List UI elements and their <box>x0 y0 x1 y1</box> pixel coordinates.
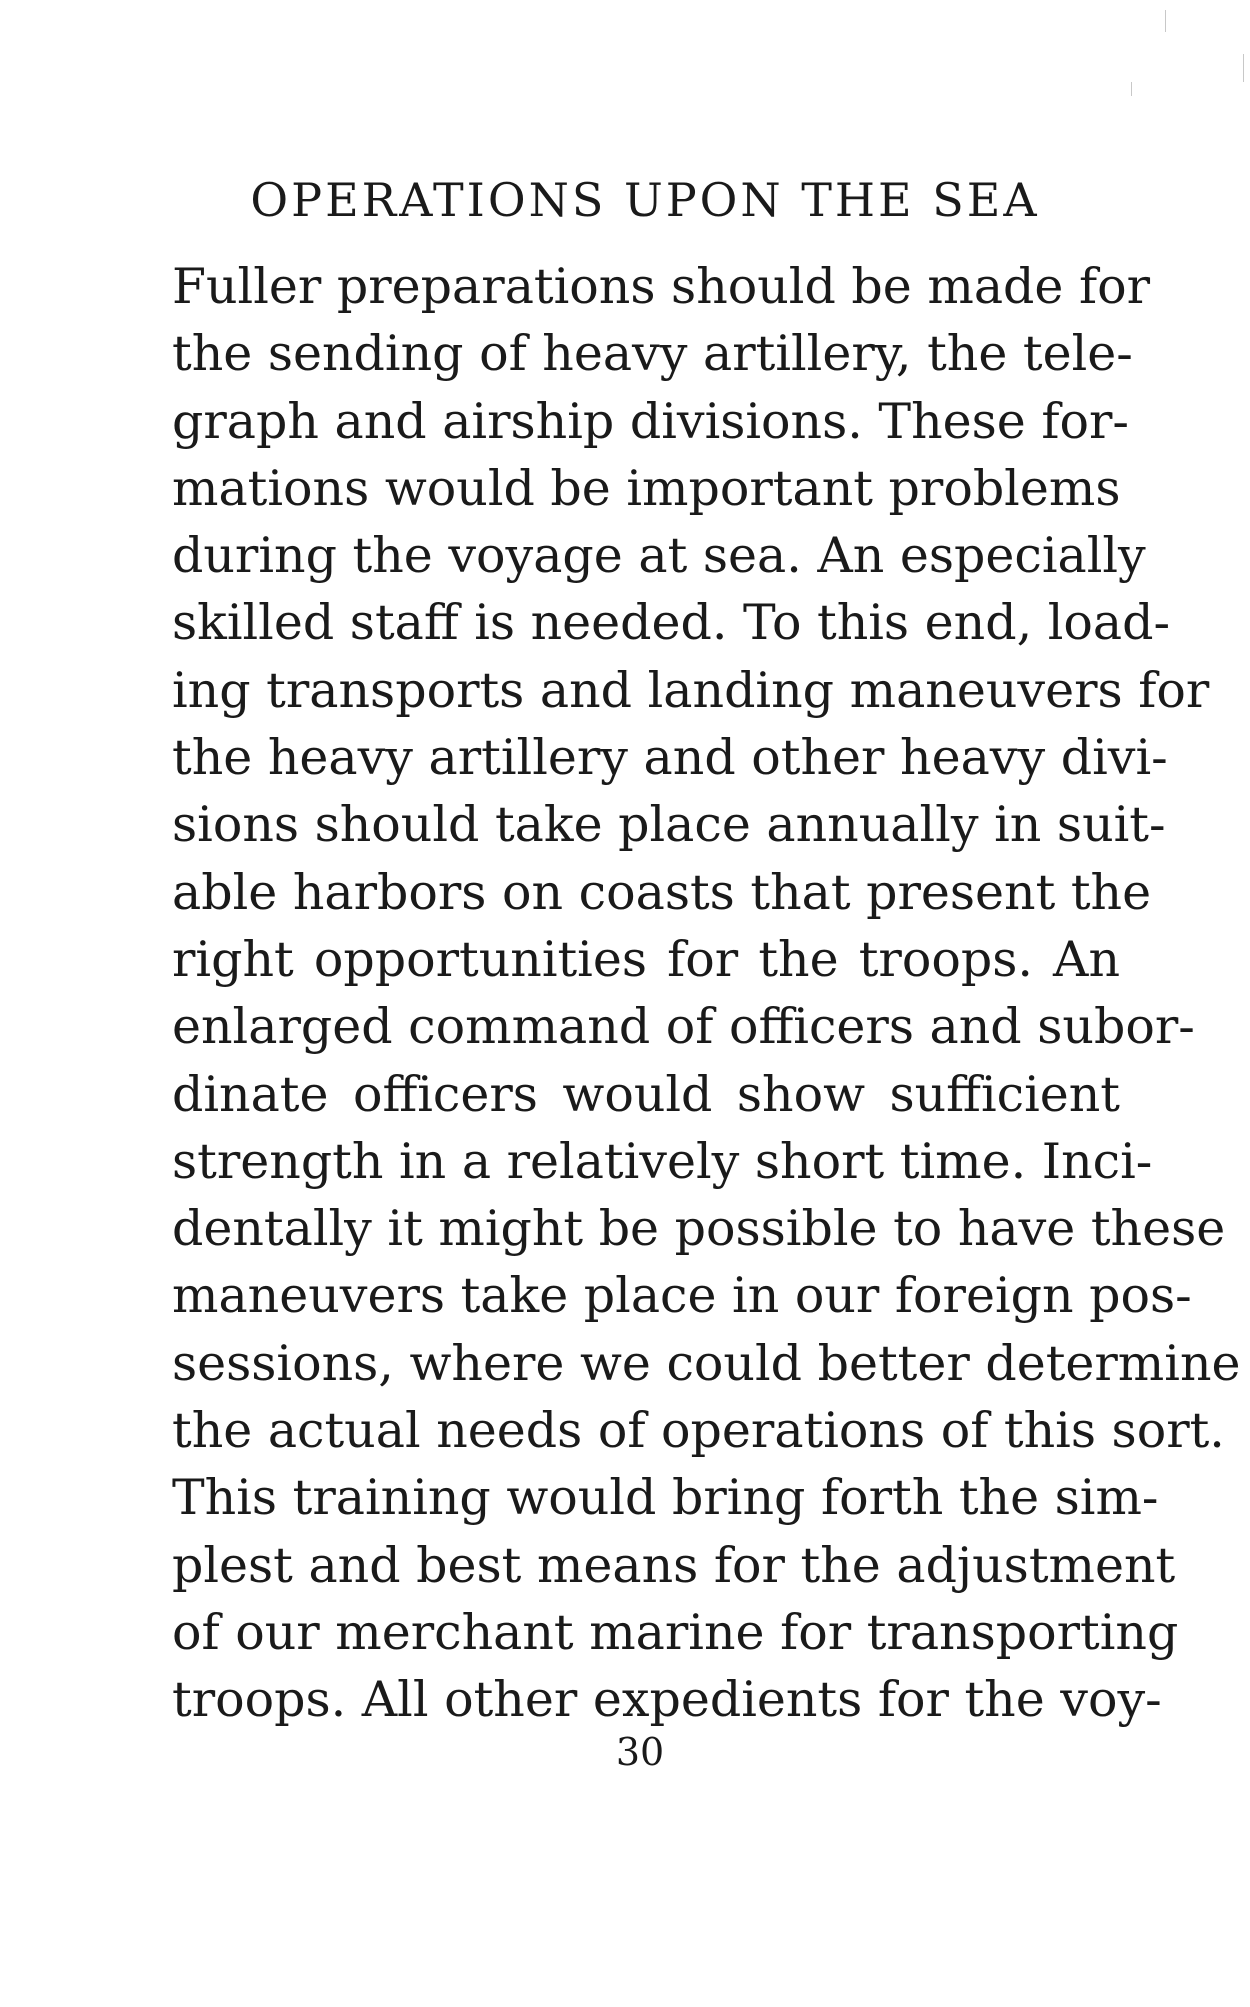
text-line: skilled staff is needed. To this end, load- <box>172 594 1171 652</box>
text-line: enlarged command of officers and subor- <box>172 998 1195 1056</box>
text-line: dinate officers would show sufficient <box>172 1065 1120 1123</box>
text-line: maneuvers take place in our foreign pos- <box>172 1267 1192 1325</box>
text-line: dentally it might be possible to have these <box>172 1200 1226 1258</box>
text-line: troops. All other expedients for the voy- <box>172 1671 1162 1729</box>
text-line: sessions, where we could better determine <box>172 1334 1241 1392</box>
scan-edge-mark <box>1243 54 1244 82</box>
text-line: plest and best means for the adjustment <box>172 1536 1176 1594</box>
text-line: mations would be important problems <box>172 459 1121 517</box>
scan-edge-mark <box>1165 10 1166 32</box>
text-line: the sending of heavy artillery, the tele- <box>172 325 1133 383</box>
text-line: during the voyage at sea. An especially <box>172 527 1146 585</box>
text-line: graph and airship divisions. These for- <box>172 392 1129 450</box>
text-line: of our merchant marine for transporting <box>172 1603 1179 1661</box>
text-line: the heavy artillery and other heavy divi- <box>172 729 1168 787</box>
text-line: This training would bring forth the sim- <box>172 1469 1159 1527</box>
text-line: sions should take place annually in suit- <box>172 796 1166 854</box>
text-line: able harbors on coasts that present the <box>172 863 1152 921</box>
body-text <box>172 253 1241 1734</box>
text-line: the actual needs of operations of this sort. <box>172 1402 1225 1460</box>
text-line: ing transports and landing maneuvers for <box>172 661 1210 719</box>
text-line: Fuller preparations should be made for <box>172 258 1151 315</box>
scan-edge-mark <box>1131 82 1132 96</box>
text-line: right opportunities for the troops. An <box>172 930 1120 988</box>
running-head: OPERATIONS UPON THE SEA <box>250 173 1040 227</box>
text-line: strength in a relatively short time. Inci- <box>172 1132 1153 1190</box>
page-number: 30 <box>615 1730 665 1774</box>
